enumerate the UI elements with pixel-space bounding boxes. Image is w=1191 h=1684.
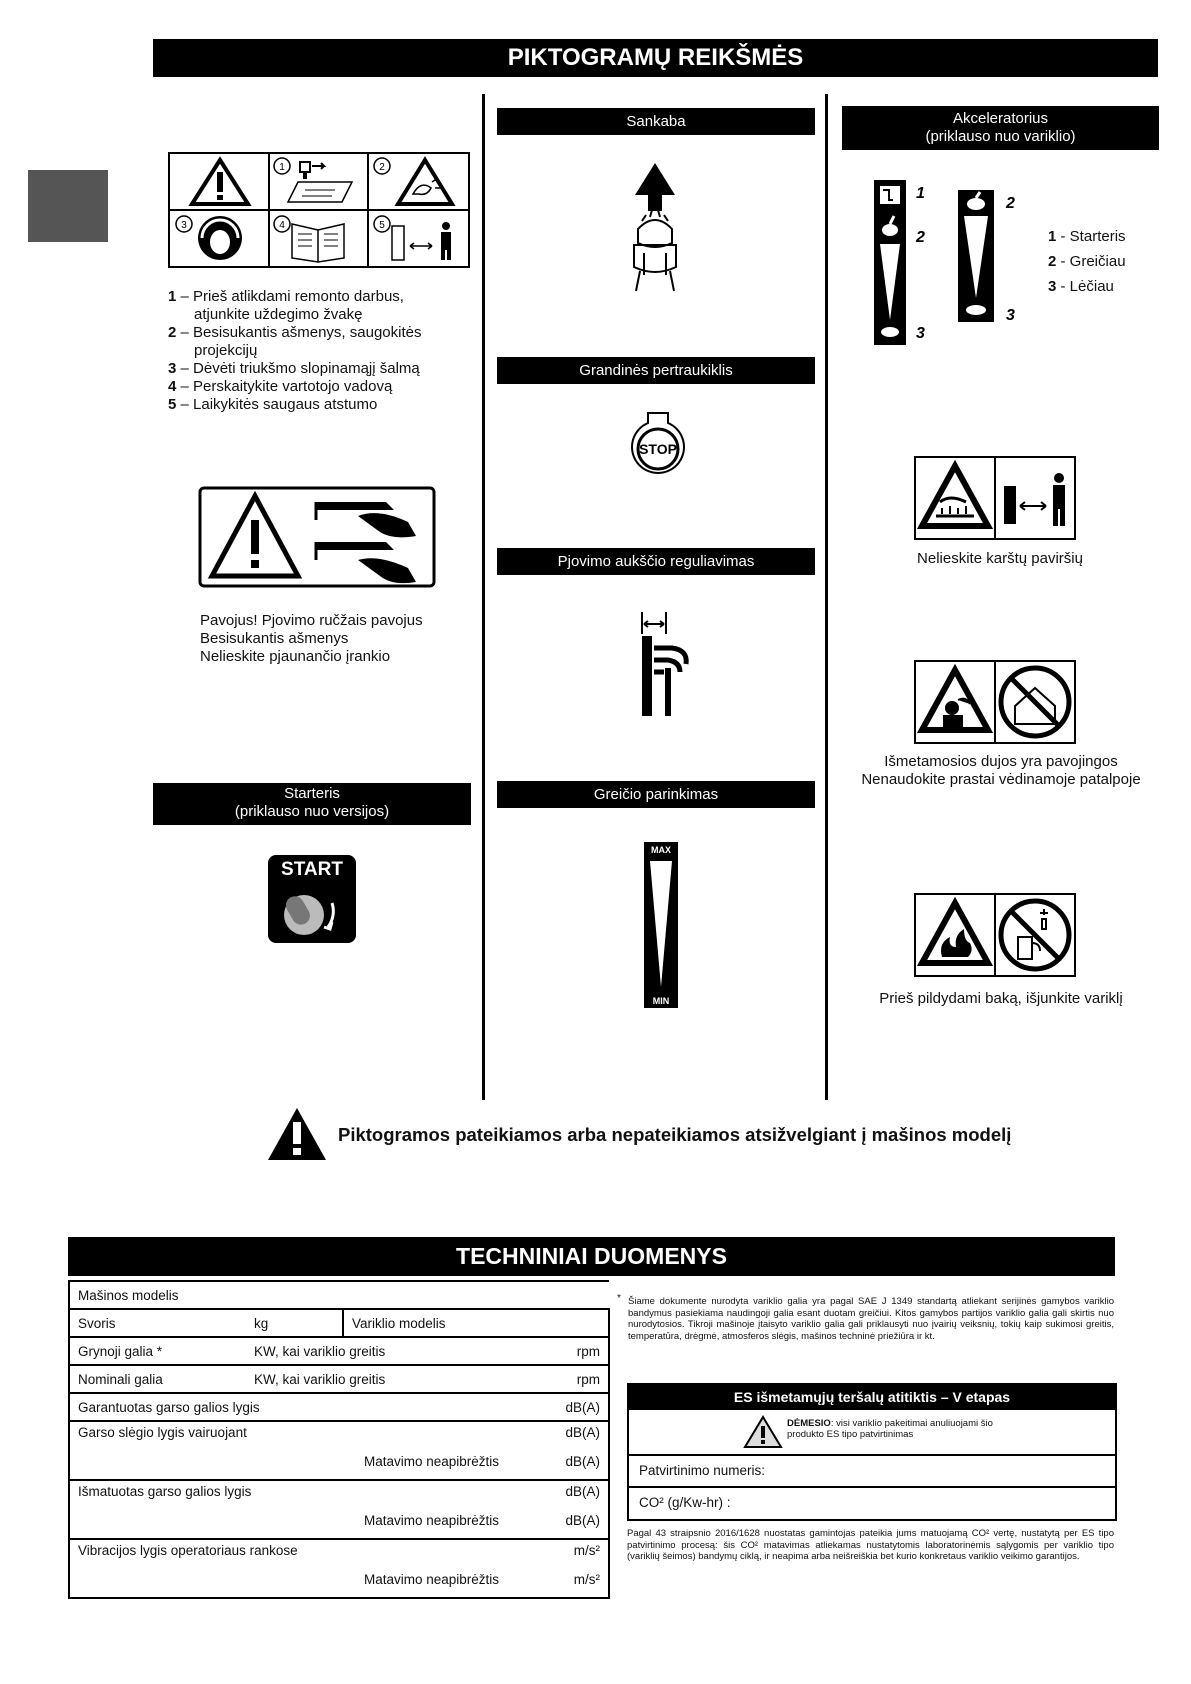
accelerator-subtitle: (priklauso nuo variklio) [925,128,1076,145]
accelerator-legend [1048,224,1126,299]
dba-unit: dB(A) [565,1513,600,1528]
cut-height-icon [640,608,692,718]
accelerator-lever-icon [958,190,1026,322]
stop-icon [630,411,686,477]
cut-height-header: Pjovimo aukščio reguliavimas [497,548,815,575]
legend-line: atjunkite uždegimo žvakę [194,306,363,323]
co2-row [629,1488,1115,1518]
guaranteed-sound-label: Garantuotas garso galios lygis [78,1399,260,1415]
table-row [69,1281,609,1309]
refuel-engine-off-icon [914,893,1076,977]
svg-text:1: 1 [916,185,925,202]
approval-number-row [629,1456,1115,1488]
start-label: START [281,859,343,880]
svg-text:3: 3 [916,325,925,342]
technical-data-table [68,1280,610,1599]
accelerator-lever-choke-icon [874,180,934,345]
speed-scale-icon [644,842,678,1008]
ear-protection-icon [176,216,242,260]
machine-model-label: Mašinos modelis [78,1287,179,1303]
accel-legend-line: 3 - Lėčiau [1048,278,1114,295]
model-note-text: Piktogramos pateikiamos arba nepateikiamos atsižvelgiant į mašinos modelį [338,1124,1012,1145]
accelerator-title: Akceleratorius [952,110,1049,127]
uncertainty-label: Matavimo neapibrėžtis [364,1572,500,1587]
blade-projection-icon [374,158,452,204]
weight-label: Svoris [78,1315,116,1331]
legend-line: 4 – Perskaitykite vartotojo vadovą [168,378,393,395]
svg-text:4: 4 [279,220,285,231]
read-manual-icon [274,216,344,262]
blade-warning-line-2: Besisukantis ašmenys [200,630,349,647]
speed-max-label: MAX [651,845,671,855]
svg-text:3: 3 [181,220,187,231]
blade-warning-sticker [198,486,436,588]
legend-line: 5 – Laikykitės saugaus atstumo [168,396,378,413]
nominal-power-label: Nominali galia [78,1371,163,1387]
emission-compliance-box [627,1383,1117,1521]
svg-text:5: 5 [379,220,385,231]
start-key-icon [268,855,356,943]
blade-warning-text [200,612,423,666]
uncertainty-label: Matavimo neapibrėžtis [364,1454,500,1469]
refuel-text: Prieš pildydami baką, išjunkite variklį [879,990,1123,1007]
hot-surface-text: Nelieskite karštų paviršių [917,550,1083,567]
column-divider-left [482,94,485,1100]
starter-subtitle: (priklauso nuo versijos) [234,803,390,820]
accel-legend-line: 1 - Starteris [1048,228,1126,245]
exhaust-line-2: Nenaudokite prastai vėdinamoje patalpoje [861,771,1141,788]
measured-sound-label: Išmatuotas garso galios lygis [78,1484,252,1499]
table-row [69,1480,609,1539]
starter-title: Starteris [284,785,340,802]
ms2-unit: m/s² [573,1543,600,1558]
accel-legend-line: 2 - Greičiau [1048,253,1126,270]
legend-line: projekcijų [194,342,258,359]
svg-text:1: 1 [279,162,285,173]
warning-triangle-icon [192,160,248,204]
blade-warning-line-1: Pavojus! Pjovimo ručžais pavojus [200,612,423,629]
dba-unit: dB(A) [565,1399,600,1415]
nominal-power-unit: KW, kai variklio greitis [254,1371,386,1387]
table-row [69,1421,609,1480]
dba-unit: dB(A) [565,1425,600,1440]
vibration-label: Vibracijos lygis operatoriaus rankose [78,1543,298,1558]
column-divider-right [825,94,828,1100]
rpm-unit: rpm [576,1343,600,1359]
exhaust-text [840,753,1162,789]
starter-header [153,783,471,825]
net-power-label: Grynoji galia * [78,1343,163,1359]
blade-warning-line-3: Nelieskite pjaunančio įrankio [200,648,391,665]
speed-header: Greičio parinkimas [497,781,815,808]
uncertainty-label: Matavimo neapibrėžtis [364,1513,500,1528]
svg-text:STOP: STOP [639,441,677,457]
attention-warning-icon [743,1415,783,1449]
table-row [69,1393,609,1421]
svg-text:3: 3 [1006,307,1015,322]
exhaust-line-1: Išmetamosios dujos yra pavojingos [884,753,1118,770]
rpm-unit: rpm [576,1371,600,1387]
table-row [69,1539,609,1598]
speed-min-label: MIN [652,996,670,1006]
exhaust-gas-icon [914,660,1076,744]
dba-unit: dB(A) [565,1454,600,1469]
circuit-breaker-header: Grandinės pertraukiklis [497,357,815,384]
pictograms-title: PIKTOGRAMŲ REIKŠMĖS [153,39,1158,77]
ms2-unit: m/s² [573,1572,600,1587]
sound-pressure-label: Garso slėgio lygis vairuojant [78,1425,247,1440]
co2-label: CO² (g/Kw-hr) : [639,1495,731,1510]
clutch-header: Sankaba [497,108,815,135]
attention-label: DĖMESIO [787,1418,831,1429]
emission-title: ES išmetamųjų teršalų atitiktis – V etapas [629,1385,1115,1410]
technical-title: TECHNINIAI DUOMENYS [68,1237,1115,1276]
hot-surface-icon [914,456,1076,540]
table-row [69,1365,609,1393]
legend-line: 1 – Prieš atlikdami remonto darbus, [168,288,404,305]
svg-text:2: 2 [1006,195,1015,212]
pictogram-legend [168,288,421,414]
footnote-star: * [617,1293,621,1304]
spark-plug-manual-icon [274,158,352,202]
safe-distance-icon [374,216,451,260]
safety-pictogram-grid [168,152,470,268]
clutch-icon [620,163,690,303]
table-row [69,1337,609,1365]
dba-unit: dB(A) [565,1484,600,1499]
table-row [69,1309,609,1337]
regulation-note: Pagal 43 straipsnio 2016/1628 nuostatas gamintojas pateikia jums matuojamą CO² vertę, nustatytą per ES tipo patvirtinimo procesą: šis CO² matavimas atliekamas nustatytomis laboratorinėmis sąlygomis per variklio tipo (variklių šeimos) bandymų ciklą, ir neapima arba neišreiškia bet kurio konkretaus variklio veikimo garantijos. [627,1528,1114,1562]
accelerator-header [842,106,1159,150]
attention-text: : visi variklio pakeitimai anuliuojami šio produkto ES tipo patvirtinimas [787,1418,993,1440]
svg-text:2: 2 [379,162,385,173]
side-tab [28,170,108,242]
legend-line: 2 – Besisukantis ašmenys, saugokitės [168,324,422,341]
weight-unit: kg [254,1315,269,1331]
net-power-unit: KW, kai variklio greitis [254,1343,386,1359]
attention-row [629,1410,1115,1456]
engine-model-label: Variklio modelis [352,1315,446,1331]
legend-line: 3 – Dėvėti triukšmo slopinamąjį šalmą [168,360,420,377]
model-note-warning-icon [266,1106,328,1162]
approval-number-label: Patvirtinimo numeris: [639,1463,766,1478]
footnote-text: Šiame dokumente nurodyta variklio galia yra pagal SAE J 1349 standartą atliekant serijinės gamybos variklio bandymus pasiekiama naudingoji galia esant duotam greičiui. Kitos gamybos partijos variklio galia gali skirtis nuo nurodytosios. Tikroji mašinoje įtaisyto variklio galia gali priklausyti nuo įvairių veiksnių, tokių kaip sukimosi greitis, temperatūra, drėgmė, atmosferos slėgis, mašinos techninė priežiūra ir kt. [628,1296,1114,1342]
svg-text:2: 2 [916,229,925,246]
